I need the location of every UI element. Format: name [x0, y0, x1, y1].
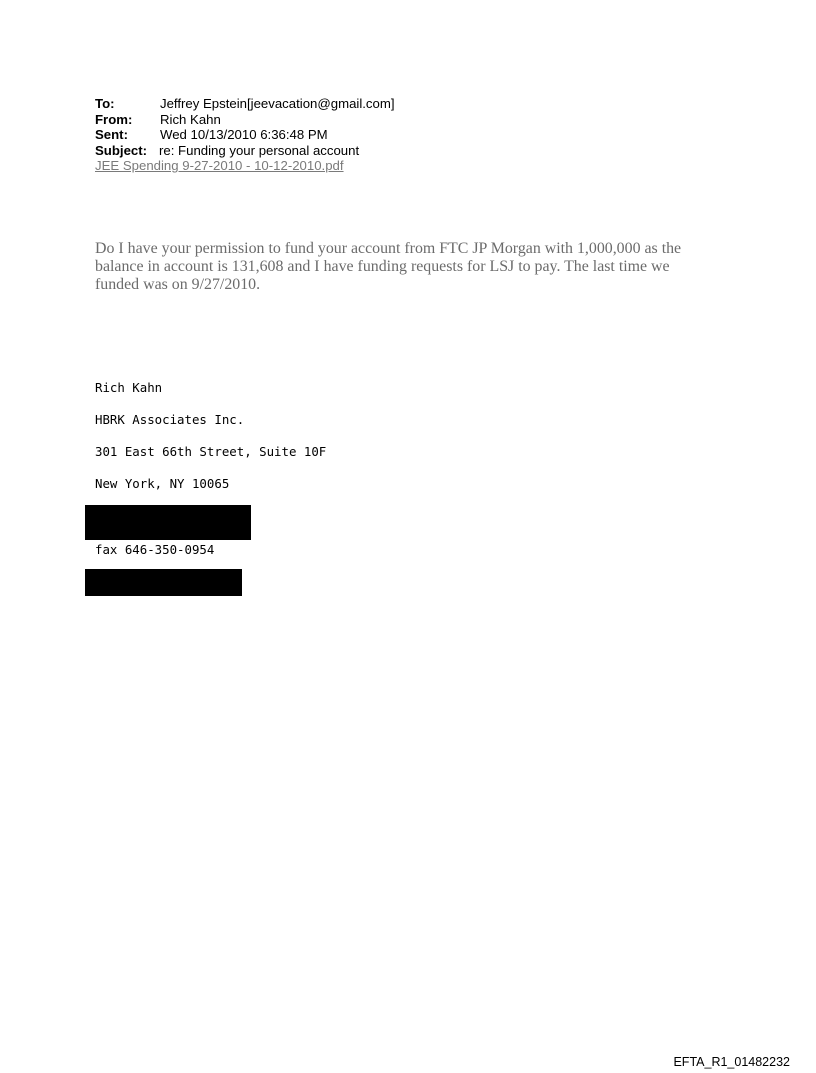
signature-city: New York, NY 10065 [95, 476, 230, 491]
sent-label: Sent: [95, 127, 128, 142]
sent-row [95, 127, 395, 143]
signature-address: 301 East 66th Street, Suite 10F [95, 444, 327, 459]
email-header [95, 96, 395, 174]
attachment-link[interactable]: JEE Spending 9-27-2010 - 10-12-2010.pdf [95, 158, 344, 173]
from-value: Rich Kahn [160, 111, 221, 127]
subject-row [95, 143, 395, 159]
signature-name: Rich Kahn [95, 380, 163, 395]
redaction-block [85, 505, 251, 540]
from-label: From: [95, 111, 133, 127]
subject-label: Subject: [95, 142, 148, 158]
message-body: Do I have your permission to fund your account from FTC JP Morgan with 1,000,000 as the balance in account is 131,608 and I have funding requests for LSJ to pay. The last time we funded was on 9/27/2010. [95, 240, 682, 293]
attachment-row [95, 158, 395, 174]
sent-value: Wed 10/13/2010 6:36:48 PM [160, 127, 328, 142]
to-label: To: [95, 96, 115, 111]
to-value: Jeffrey Epstein[jeevacation@gmail.com] [160, 96, 395, 111]
redaction-block [85, 569, 242, 596]
signature-fax: fax 646-350-0954 [95, 542, 215, 557]
to-row [95, 96, 395, 112]
document-id: EFTA_R1_01482232 [673, 1055, 790, 1069]
signature-company: HBRK Associates Inc. [95, 412, 245, 427]
subject-value: re: Funding your personal account [159, 142, 360, 158]
from-row [95, 112, 395, 128]
